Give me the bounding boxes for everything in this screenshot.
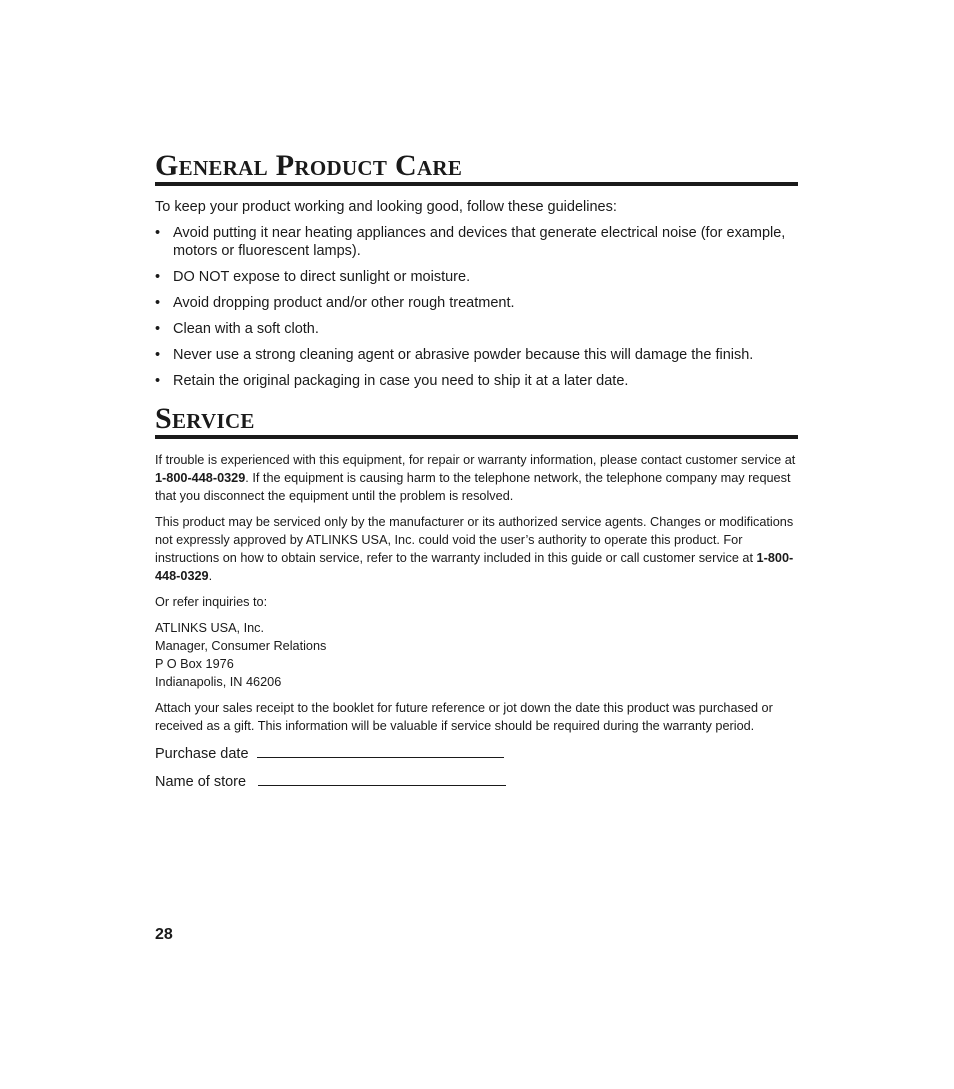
store-name-label: Name of store [155,774,247,790]
paragraph-text: This product may be serviced only by the manufacturer or its authorized service agents. Changes or modifications not expressly approved by ATLINKS USA, Inc. could void the user’s authority to operate this product. For instructions on how to obtain service, refer to the warranty included in this guide or call customer service at [155,515,794,565]
page-number: 28 [155,926,173,943]
address-line: ATLINKS USA, Inc. [155,621,265,635]
list-item-text: Avoid dropping product and/or other rough treatment. [173,295,515,311]
mailing-address [155,619,798,691]
manual-page [155,150,798,799]
paragraph-text: If trouble is experienced with this equipment, for repair or warranty information, please contact customer service at [155,453,796,467]
bullet: • [155,373,161,389]
paragraph-text: . If the equipment is causing harm to the telephone network, the telephone company may request that you disconnect the equipment until the problem is resolved. [155,471,791,503]
bullet: • [155,269,161,285]
phone-number: 1-800-448-0329 [155,551,794,583]
list-item-text: Never use a strong cleaning agent or abrasive powder because this will damage the finish. [173,347,754,363]
store-name-blank[interactable] [258,771,506,786]
purchase-date-blank[interactable] [257,743,504,758]
address-line: Manager, Consumer Relations [155,639,327,653]
care-intro: To keep your product working and looking good, follow these guidelines: [155,199,617,215]
service-paragraph-4: Attach your sales receipt to the booklet for future reference or jot down the date this product was purchased or received as a gift. This information will be valuable if service should be required during the warranty period. [155,701,773,733]
service-body [155,451,798,735]
address-line: P O Box 1976 [155,657,234,671]
purchase-date-field [155,743,798,763]
list-item [155,346,798,364]
list-item-text: Avoid putting it near heating appliances and devices that generate electrical noise (for example, motors or fluorescent lamps). [173,225,786,259]
list-item [155,224,798,260]
service-paragraph-1 [155,451,798,505]
service-paragraph-3: Or refer inquiries to: [155,595,268,609]
list-item-text: Retain the original packaging in case you need to ship it at a later date. [173,373,629,389]
bullet: • [155,225,161,241]
list-item-text: DO NOT expose to direct sunlight or moisture. [173,269,471,285]
care-list [155,224,798,390]
list-item [155,372,798,390]
bullet: • [155,347,161,363]
bullet: • [155,321,161,337]
purchase-date-label: Purchase date [155,746,249,762]
service-heading: Service [155,403,798,439]
list-item [155,268,798,286]
care-heading: General Product Care [155,150,798,186]
list-item [155,320,798,338]
store-name-field [155,771,798,791]
list-item-text: Clean with a soft cloth. [173,321,319,337]
list-item [155,294,798,312]
address-line: Indianapolis, IN 46206 [155,675,282,689]
phone-number: 1-800-448-0329 [155,471,246,485]
service-paragraph-2 [155,513,798,585]
paragraph-text: . [208,569,213,583]
bullet: • [155,295,161,311]
